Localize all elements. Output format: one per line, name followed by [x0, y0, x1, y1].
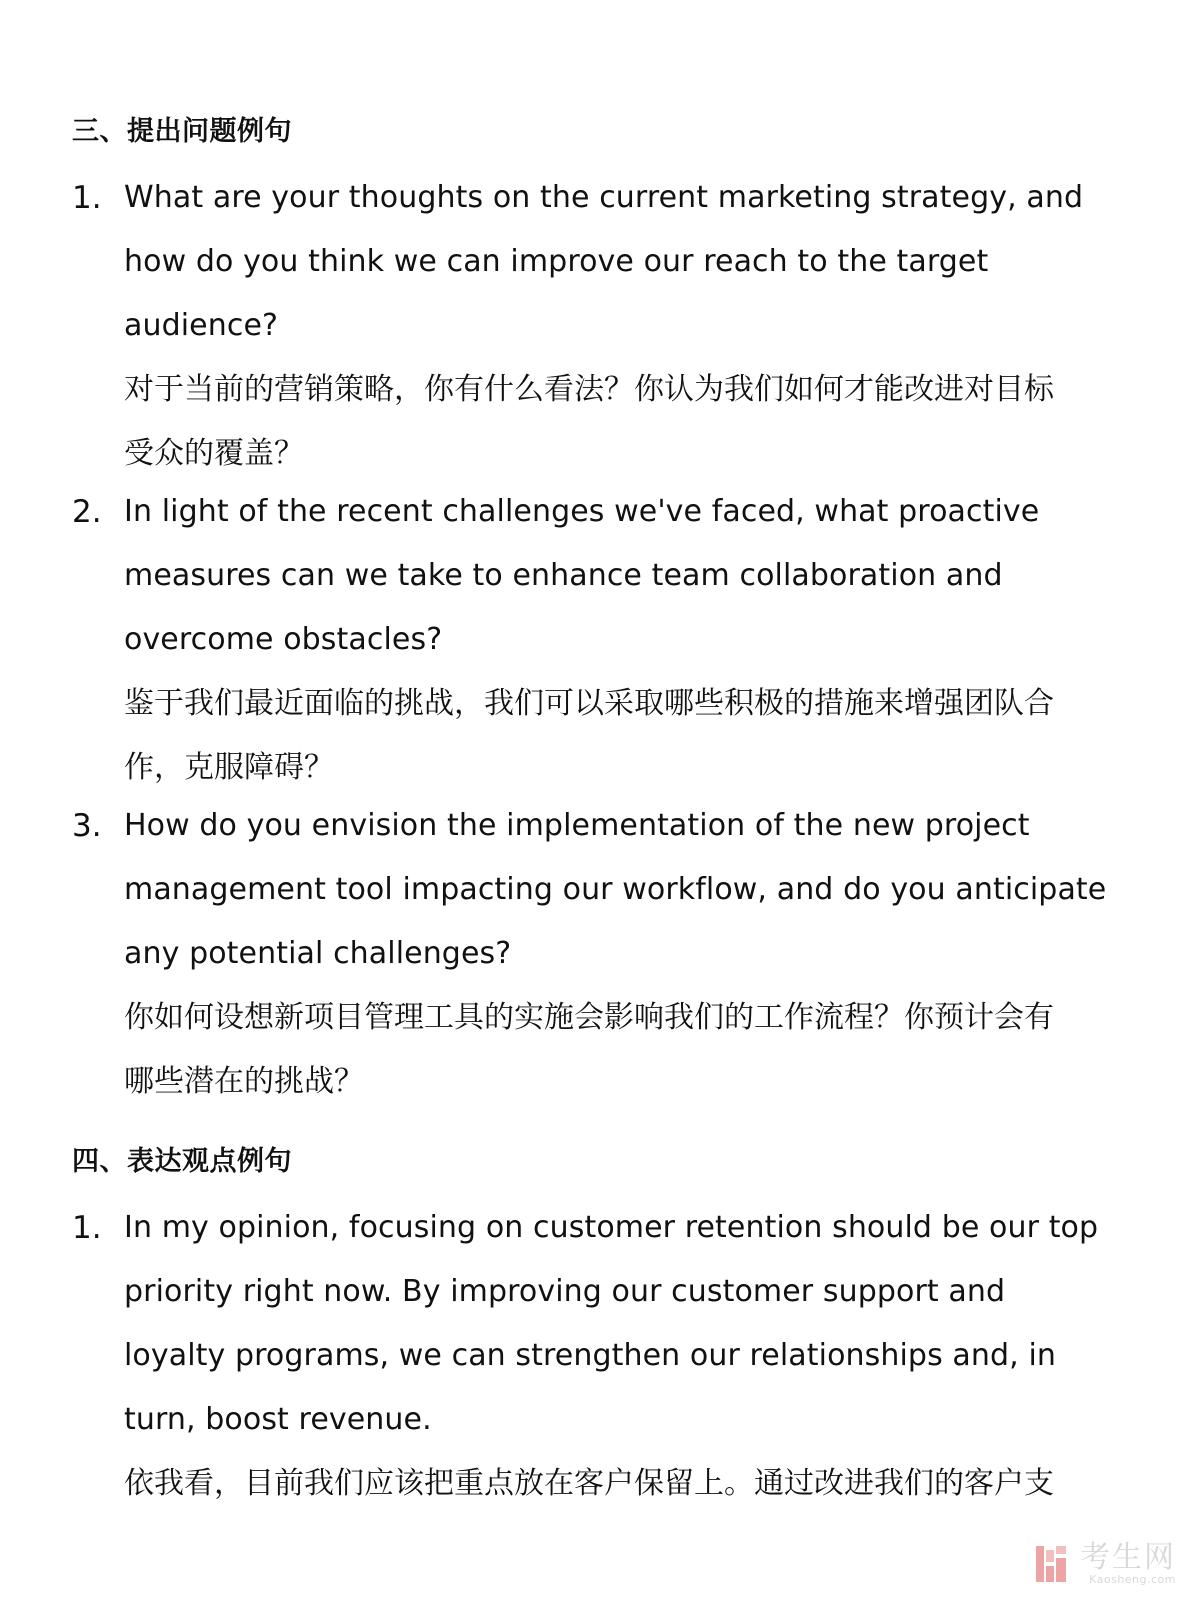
- english-line: In light of the recent challenges we've faced, what proactive: [124, 494, 1040, 529]
- item-number: 2.: [72, 494, 102, 530]
- english-line: overcome obstacles?: [124, 622, 443, 657]
- watermark-subtitle: Kaosheng.com: [1089, 1573, 1176, 1586]
- item-number: 1.: [72, 180, 102, 216]
- item-body: [124, 480, 1124, 800]
- english-line: management tool impacting our workflow, and do you anticipate: [124, 872, 1107, 907]
- english-line: turn, boost revenue.: [124, 1402, 432, 1437]
- item-number: 3.: [72, 808, 102, 844]
- kaosheng-logo-icon: [1032, 1544, 1072, 1584]
- english-line: how do you think we can improve our reach to the target: [124, 244, 989, 279]
- english-line: any potential challenges?: [124, 936, 512, 971]
- chinese-line: 鉴于我们最近面临的挑战，我们可以采取哪些积极的措施来增强团队合: [124, 686, 1054, 721]
- english-line: What are your thoughts on the current marketing strategy, and: [124, 180, 1084, 215]
- english-line: priority right now. By improving our customer support and: [124, 1274, 1006, 1309]
- chinese-line: 受众的覆盖？: [124, 436, 304, 471]
- english-line: In my opinion, focusing on customer retention should be our top: [124, 1210, 1099, 1245]
- chinese-line: 对于当前的营销策略，你有什么看法？你认为我们如何才能改进对目标: [124, 372, 1054, 407]
- english-line: measures can we take to enhance team collaboration and: [124, 558, 1003, 593]
- item-body: [124, 794, 1124, 1114]
- english-line: audience?: [124, 308, 279, 343]
- section-heading: 四、表达观点例句: [72, 1146, 292, 1177]
- chinese-line: 哪些潜在的挑战？: [124, 1064, 364, 1099]
- item-body: [124, 166, 1124, 486]
- item-number: 1.: [72, 1210, 102, 1246]
- watermark-text: [1080, 1542, 1176, 1586]
- chinese-line: 你如何设想新项目管理工具的实施会影响我们的工作流程？你预计会有: [124, 1000, 1054, 1035]
- chinese-line: 依我看，目前我们应该把重点放在客户保留上。通过改进我们的客户支: [124, 1466, 1054, 1501]
- watermark-title: 考生网: [1080, 1540, 1176, 1575]
- chinese-line: 作，克服障碍？: [124, 750, 334, 785]
- english-line: How do you envision the implementation of the new project: [124, 808, 1030, 843]
- watermark: [1032, 1542, 1176, 1586]
- section-heading: 三、提出问题例句: [72, 116, 292, 147]
- english-line: loyalty programs, we can strengthen our relationships and, in: [124, 1338, 1056, 1373]
- item-body: [124, 1196, 1124, 1516]
